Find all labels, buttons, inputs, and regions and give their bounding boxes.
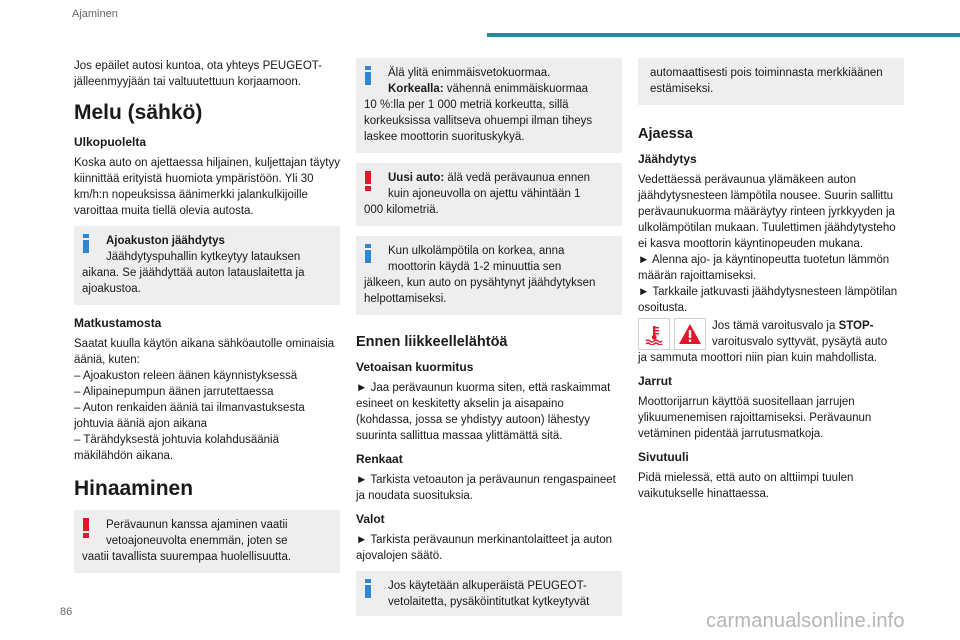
warning-text: varoitusvalo syttyvät, pysäytä auto bbox=[712, 336, 888, 348]
bullet-item: ► Tarkkaile jatkuvasti jäähdytysnesteen lämpötilan osoitusta. bbox=[638, 286, 898, 314]
paragraph-matkustamosta: Saatat kuulla käytön aikana sähköautolle ominaisia ääniä, kuten: bbox=[74, 338, 335, 366]
column-2 bbox=[356, 58, 622, 626]
warning-box-peravaunu bbox=[74, 510, 340, 573]
info-box-akusto bbox=[74, 226, 340, 305]
paragraph-renkaat: ► Tarkista vetoauton ja perävaunun rengaspaineet ja noudata suosituksia. bbox=[356, 474, 616, 502]
info-box-ulkolampotila bbox=[356, 236, 622, 315]
info-icon bbox=[365, 66, 371, 85]
paragraph-jarrut: Moottorijarrun käyttöä suositellaan jarrujen ylikuumenemisen rajoittamiseksi. Perävaunun vetäminen pidentää jarrutusmatkoja. bbox=[638, 396, 872, 440]
info-icon bbox=[365, 244, 371, 263]
list-item: – Alipainepumpun äänen jarrutettaessa bbox=[74, 386, 274, 398]
section-title-melu: Melu (sähkö) bbox=[74, 101, 203, 124]
warning-box-text: 000 kilometriä. bbox=[364, 204, 439, 216]
info-box-vetolaite bbox=[356, 571, 622, 616]
watermark: carmanualsonline.info bbox=[706, 610, 905, 632]
info-box-line: Kun ulkolämpötila on korkea, anna bbox=[388, 245, 565, 257]
warning-box-line: vetoajoneuvolta enemmän, joten se bbox=[106, 535, 288, 547]
subheading-matkustamosta: Matkustamosta bbox=[74, 316, 162, 330]
subheading-renkaat: Renkaat bbox=[356, 452, 403, 466]
warning-box-text: vaatii tavallista suurempaa huolellisuutta. bbox=[82, 551, 292, 563]
paragraph-vetoaisa: ► Jaa perävaunun kuorma siten, että raskaimmat esineet on keskitetty akselin ja aisapaino (kohdassa, jossa se yhdistyy autoon) lähestyy suurinta sallittua massaa ylittämättä sitä. bbox=[356, 382, 611, 442]
subheading-jarrut: Jarrut bbox=[638, 374, 673, 388]
info-box-vetokuorma bbox=[356, 58, 622, 153]
column-1 bbox=[74, 58, 340, 583]
warning-text: ja sammuta moottori niin pian kuin mahdollista. bbox=[638, 352, 878, 364]
subheading-jaahdytys: Jäähdytys bbox=[638, 152, 697, 166]
info-box-line: vähennä enimmäiskuormaa bbox=[443, 83, 589, 95]
running-header: Ajaminen bbox=[72, 8, 118, 20]
warning-box-uusi-auto bbox=[356, 163, 622, 226]
paragraph-jaahdytys: Vedettäessä perävaunua ylämäkeen auton jäähdytysnesteen lämpötila nousee. Suurin sallittu perävaunukuorma määräytyy rinteen jyrkkyyden ja ulkolämpötilan mukaan. Tuulettimen jäähdytysteho ei kasva moottorin käyntinopeuden mukana. bbox=[638, 174, 896, 250]
section-title-hinaaminen: Hinaaminen bbox=[74, 477, 194, 500]
warning-box-bold: Uusi auto: bbox=[388, 172, 445, 184]
paragraph-valot: ► Tarkista perävaunun merkinantolaitteet ja auton ajovalojen säätö. bbox=[356, 534, 613, 562]
intro-paragraph: Jos epäilet autosi kuntoa, ota yhteys PEUGEOT-jälleenmyyjään tai valtuutettuun korjaamoon. bbox=[74, 60, 323, 88]
info-box-line: moottorin käydä 1-2 minuuttia sen bbox=[388, 261, 562, 273]
info-box-bold: Korkealla: bbox=[388, 83, 444, 95]
subheading-ulkopuolelta: Ulkopuolelta bbox=[74, 135, 147, 149]
warning-icon bbox=[83, 518, 89, 538]
stop-label: STOP- bbox=[838, 320, 874, 332]
info-box-continued bbox=[638, 58, 904, 105]
warning-box-line: kuin ajoneuvolla on ajettu vähintään 1 bbox=[388, 188, 581, 200]
info-icon bbox=[83, 234, 89, 253]
info-box-line: vetolaitetta, pysäköintitutkat kytkeytyvät bbox=[388, 596, 590, 608]
subheading-sivutuuli: Sivutuuli bbox=[638, 450, 689, 464]
list-item: – Ajoakuston releen äänen käynnistyksessä bbox=[74, 370, 298, 382]
bullet-item: ► Alenna ajo- ja käyntinopeutta tuotetun lämmön määrän rajoittamiseksi. bbox=[638, 254, 890, 282]
subheading-vetoaisa: Vetoaisan kuormitus bbox=[356, 360, 474, 374]
warning-box-line: älä vedä perävaunua ennen bbox=[444, 172, 591, 184]
warning-triangle-icon bbox=[674, 318, 706, 350]
warning-text: Jos tämä varoitusvalo ja bbox=[712, 320, 839, 332]
coolant-temperature-icon bbox=[638, 318, 670, 350]
list-item: – Tärähdyksestä johtuvia kolahdusääniä mäkilähdön aikana. bbox=[74, 434, 280, 462]
list-item: – Auton renkaiden ääniä tai ilmanvastuksesta johtuvia ääniä ajon aikana bbox=[74, 402, 305, 430]
warning-box-line: Perävaunun kanssa ajaminen vaatii bbox=[106, 519, 288, 531]
info-box-text: 10 %:lla per 1 000 metriä korkeutta, sillä korkeuksissa vallitseva ohuempi ilman tiheys laskee moottorin suorituskykyä. bbox=[364, 99, 593, 143]
header-accent-bar bbox=[487, 33, 960, 37]
info-icon bbox=[365, 579, 371, 598]
section-title-ajaessa: Ajaessa bbox=[638, 126, 693, 142]
paragraph-ulkopuolelta: Koska auto on ajettaessa hiljainen, kuljettajan täytyy kiinnittää erityistä huomiota ympäristöön. Yli 30 km/h:n nopeuksissa äänimerkki jalankulkijoille varoittaa muita tiellä olevia autosta. bbox=[74, 157, 340, 217]
info-box-text: jälkeen, kun auto on pysähtynyt jäähdytyksen helpottamiseksi. bbox=[364, 277, 596, 305]
info-box-text: aikana. Se jäähdyttää auton latauslaitetta ja ajoakustoa. bbox=[82, 267, 305, 295]
warning-light-note bbox=[638, 318, 904, 366]
info-box-text: automaattisesti pois toiminnasta merkkiäänen estämiseksi. bbox=[650, 67, 883, 95]
info-box-line: Jos käytetään alkuperäistä PEUGEOT- bbox=[388, 580, 587, 592]
info-box-line: Älä ylitä enimmäisvetokuormaa. bbox=[388, 67, 551, 79]
section-title-ennen: Ennen liikkeellelähtöä bbox=[356, 334, 508, 350]
info-box-line: Jäähdytyspuhallin kytkeytyy latauksen bbox=[106, 251, 301, 263]
subheading-valot: Valot bbox=[356, 512, 385, 526]
page-number: 86 bbox=[60, 606, 73, 618]
warning-icon bbox=[365, 171, 371, 191]
info-box-title: Ajoakuston jäähdytys bbox=[106, 235, 225, 247]
paragraph-sivutuuli: Pidä mielessä, että auto on alttiimpi tuulen vaikutukselle hinattaessa. bbox=[638, 472, 854, 500]
column-3 bbox=[638, 58, 904, 509]
